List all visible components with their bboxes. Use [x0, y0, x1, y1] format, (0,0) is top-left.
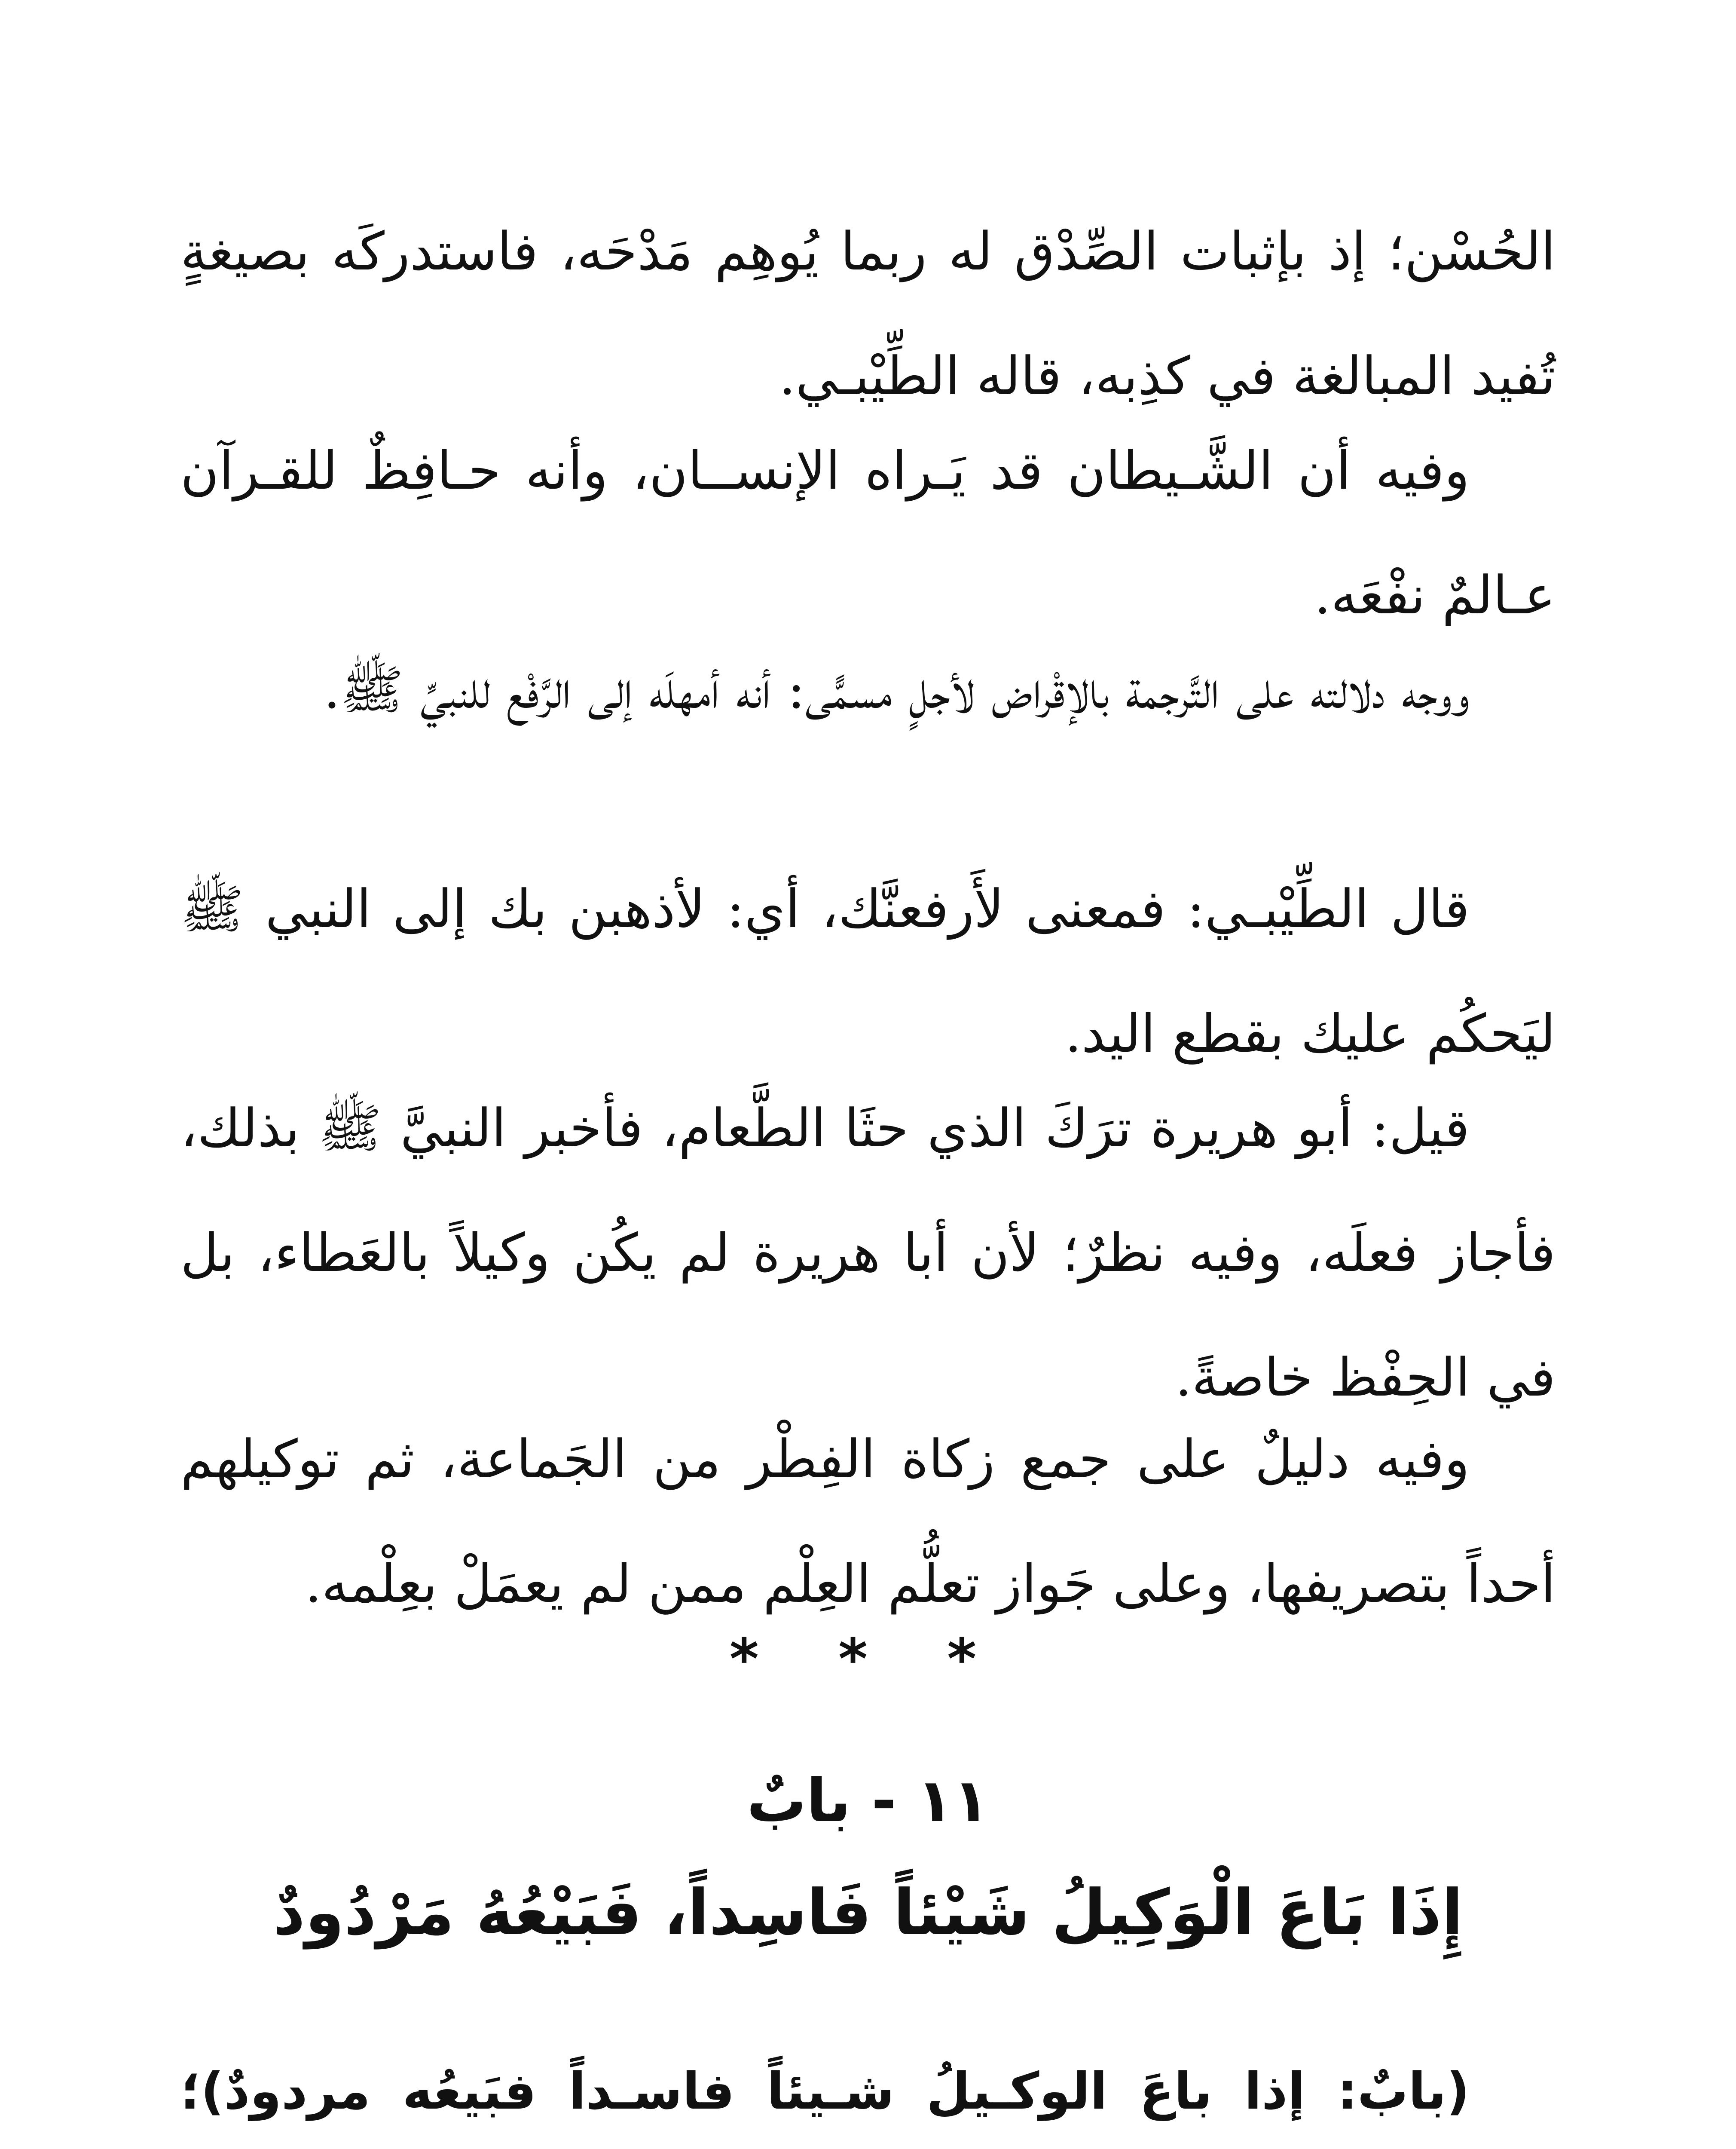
paragraph-hasan-continuation: الحُسْن؛ إذ بإثبات الصِّدْق له ربما يُوهِم مَدْحَه، فاستدركَه بصيغةٍ تُفيد المبالغة في كذِبه، قاله الطِّيْبـي. [180, 221, 1556, 407]
paragraph-zakat-fitr: وفيه دليلٌ على جمع زكاة الفِطْر من الجَماعة، ثم توكيلهم أحداً بتصريفها، وعلى جَواز تعلُّم العِلْم ممن لم يعمَلْ بعِلْمه. [180, 1429, 1556, 1614]
paragraph-tibi-quote: قال الطِّيْبـي: فمعنى لأَرفعنَّك، أي: لأذهبن بك إلى النبي ﷺ ليَحكُم عليك بقطع اليد. [180, 879, 1556, 1064]
chapter-number: ١١ - بابٌ [746, 1766, 990, 1835]
paragraph-chapter-commentary: (بابٌ: إذا باعَ الوكـيلُ شـيئاً فاسـداً فبَيعُه مردودٌ)؛ [180, 2061, 1470, 2121]
paragraph-tarjama: ووجه دلالته على التَّرجمة بالإقْراض لأجلٍ مسمًّى: أنه أمهلَه إلى الرَّفْع للنبيِّ ﷺ. [323, 659, 1470, 720]
paragraph-shaytan: وفيه أن الشَّـيطان قد يَـراه الإنســان، وأنه حـافِظٌ للقـرآن عـالمٌ نفْعَه. [180, 440, 1556, 626]
section-separator: * * * [729, 1626, 1007, 1692]
chapter-title: إِذَا بَاعَ الْوَكِيلُ شَيْئاً فَاسِداً، فَبَيْعُهُ مَرْدُودٌ [273, 1876, 1463, 1949]
paragraph-abu-hurayra: قيل: أبو هريرة ترَكَ الذي حثَا الطَّعام، فأخبر النبيَّ ﷺ بذلك، فأجاز فعلَه، وفيه نظرٌ؛ لأن أبا هريرة لم يكُن وكيلاً بالعَطاء، بل في الحِفْظ خاصةً. [180, 1098, 1556, 1408]
